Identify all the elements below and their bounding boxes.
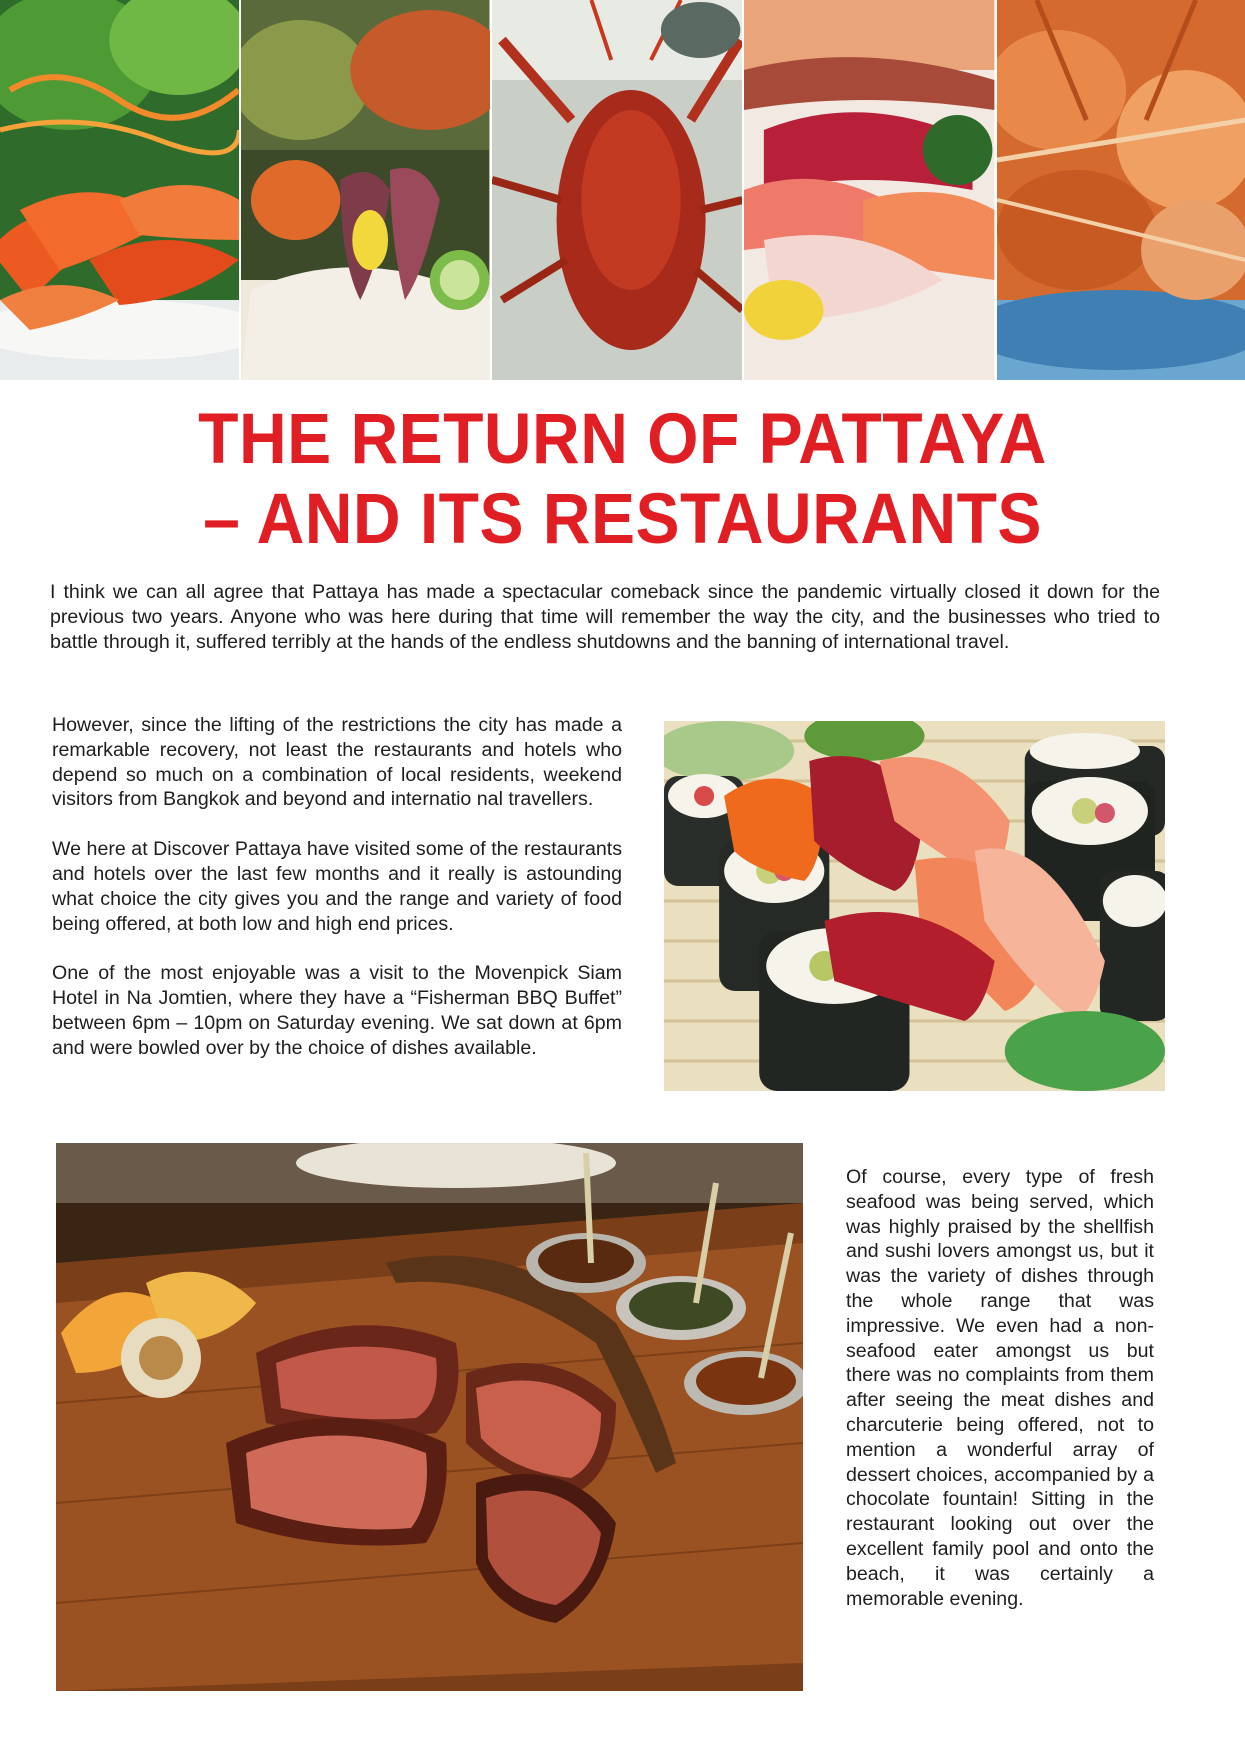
- headline-line-1: THE RETURN OF PATTAYA: [198, 400, 1047, 479]
- intro-paragraph: I think we can all agree that Pattaya has made a spectacular comeback since the pandemic virtually closed it down for the previous two years. Anyone who was here during that time will remember the way the city, and the businesses who tried to battle through it, suffered terribly at the hands of the endless shutdowns and the banning of international travel.: [50, 581, 1160, 653]
- movenpick-paragraph: One of the most enjoyable was a visit to the Movenpick Siam Hotel in Na Jomtien, where they have a “Fisherman BBQ Buffet” between 6pm – 10pm on Saturday evening. We sat down at 6pm and were bowled over by the choice of dishes available.: [52, 962, 622, 1059]
- sushi-photo: [664, 721, 1165, 1091]
- octopus-salad-photo: [241, 0, 491, 380]
- visits-paragraph: We here at Discover Pattaya have visited some of the restaurants and hotels over the last few months and it really is astounding what choice the city gives you and the range and variety of food being offered, at both low and high end prices.: [52, 838, 622, 935]
- lobster-photo: [492, 0, 744, 380]
- prawns-photo: [0, 0, 241, 380]
- seafood-photo-banner: [0, 0, 1245, 380]
- article-headline: [44, 400, 1202, 560]
- left-column-text: [52, 713, 622, 1086]
- grilled-meat-photo: [56, 1143, 803, 1691]
- sashimi-photo: [744, 0, 996, 380]
- headline-line-2: – AND ITS RESTAURANTS: [203, 480, 1042, 559]
- recovery-paragraph: However, since the lifting of the restrictions the city has made a remarkable recovery, not least the restaurants and hotels who depend so much on a combination of local residents, weekend visitors from Bangkok and beyond and internatio nal travellers.: [52, 714, 622, 811]
- seafood-variety-paragraph: Of course, every type of fresh seafood was being served, which was highly praised by the shellfish and sushi lovers amongst us, but it was the variety of dishes through the whole range that was impressive. We even had a non-seafood eater amongst us but there was no complaints from them after seeing the meat dishes and charcuterie being offered, not to mention a wonderful array of dessert choices, accompanied by a chocolate fountain! Sitting in the restaurant looking out over the excellent family pool and onto the beach, it was certainly a memorable evening.: [846, 1166, 1154, 1610]
- crabs-photo: [997, 0, 1245, 380]
